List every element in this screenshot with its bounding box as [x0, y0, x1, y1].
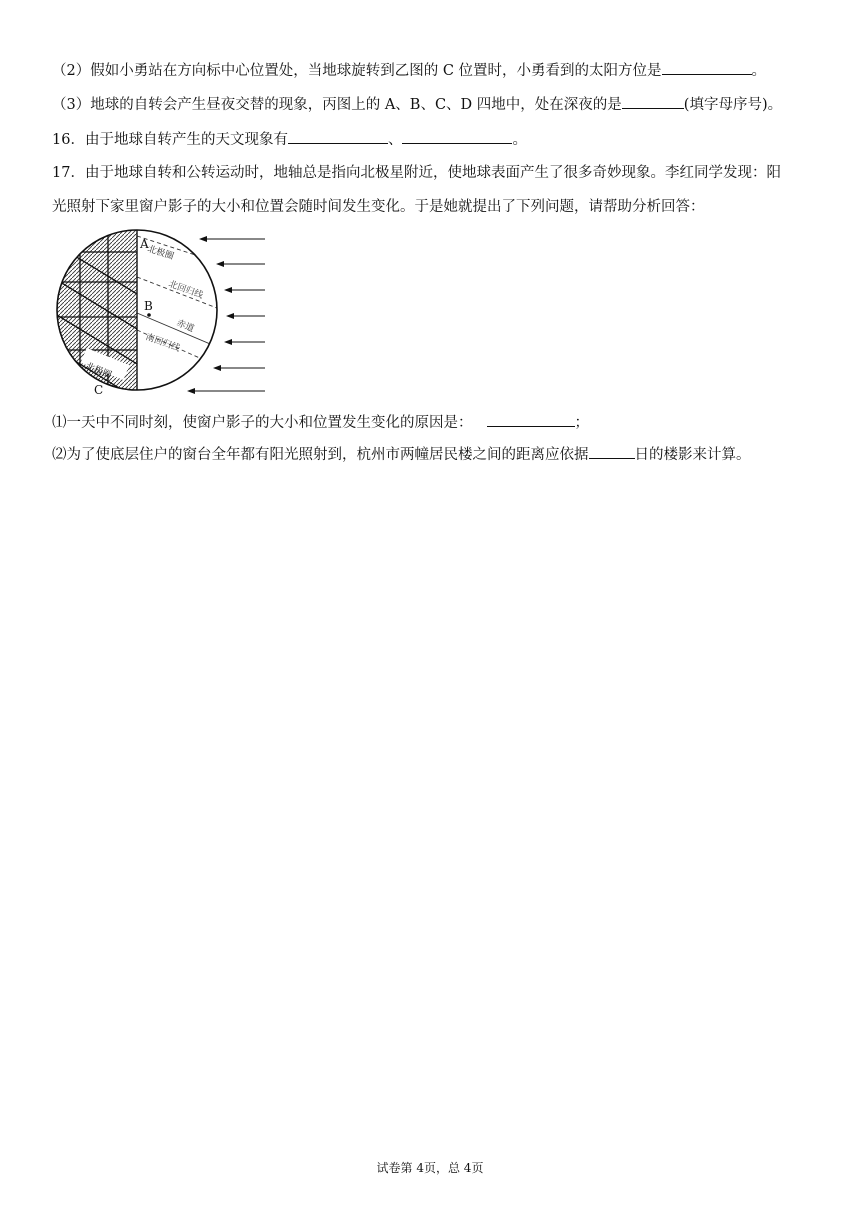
label-c: C	[94, 383, 104, 397]
q16	[52, 129, 812, 150]
label-tropic-cancer: 北回归线	[166, 279, 205, 302]
label-arctic-circle: 北极圈	[146, 244, 175, 263]
q16-blank-1[interactable]	[288, 129, 388, 144]
q16-end: 。	[512, 132, 527, 148]
q17-sub1-blank[interactable]	[487, 412, 575, 427]
label-b: B	[144, 299, 153, 313]
q17-sub2-blank[interactable]	[589, 444, 635, 459]
q17-sub1-end: ；	[574, 415, 589, 431]
q16-sep: 、	[387, 132, 403, 148]
q17-intro-line1: 17．由于地球自转和公转运动时，地轴总是指向北极星附近，使地球表面产生了很多奇妙现象。李红同学发现：阳	[52, 165, 781, 181]
q17-sub2	[52, 444, 812, 465]
q15-part2-blank[interactable]	[662, 60, 752, 75]
q17-sub2-end: 日的楼影来计算。	[634, 447, 751, 463]
q15-part3-text: （3）地球的自转会产生昼夜交替的现象，丙图上的 A、B、C、D 四地中，处在深夜的是	[52, 97, 622, 113]
q16-blank-2[interactable]	[402, 129, 512, 144]
label-antarctic-circle: 北极圈	[83, 361, 113, 381]
earth-illumination-diagram	[52, 222, 282, 402]
q17-intro-line2: 光照射下家里窗户影子的大小和位置会随时间发生变化。于是她就提出了下列问题，请帮助分析回答：	[52, 199, 705, 215]
label-tropic-capricorn: 南回归线	[143, 332, 182, 355]
q15-part3-blank[interactable]	[622, 94, 684, 109]
label-a: A	[140, 237, 149, 251]
point-b	[147, 313, 151, 317]
q15-part2	[52, 60, 812, 81]
label-equator: 赤道	[174, 318, 196, 335]
q16-text: 16．由于地球自转产生的天文现象有	[52, 132, 288, 148]
q17-sub2-text: ⑵为了使底层住户的窗台全年都有阳光照射到，杭州市两幢居民楼之间的距离应依据	[52, 447, 589, 463]
q17-sub1	[52, 412, 812, 433]
q15-part3	[52, 94, 812, 115]
q15-part2-text: （2）假如小勇站在方向标中心位置处，当地球旋转到乙图的 C 位置时，小勇看到的太阳方位是	[52, 63, 662, 79]
q15-part2-end: 。	[751, 63, 767, 79]
q17-sub1-text: ⑴一天中不同时刻，使窗户影子的大小和位置发生变化的原因是：	[52, 415, 473, 431]
q15-part3-end: (填字母序号)。	[683, 97, 783, 113]
page-footer: 试卷第 4页，总 4页	[376, 1161, 484, 1175]
